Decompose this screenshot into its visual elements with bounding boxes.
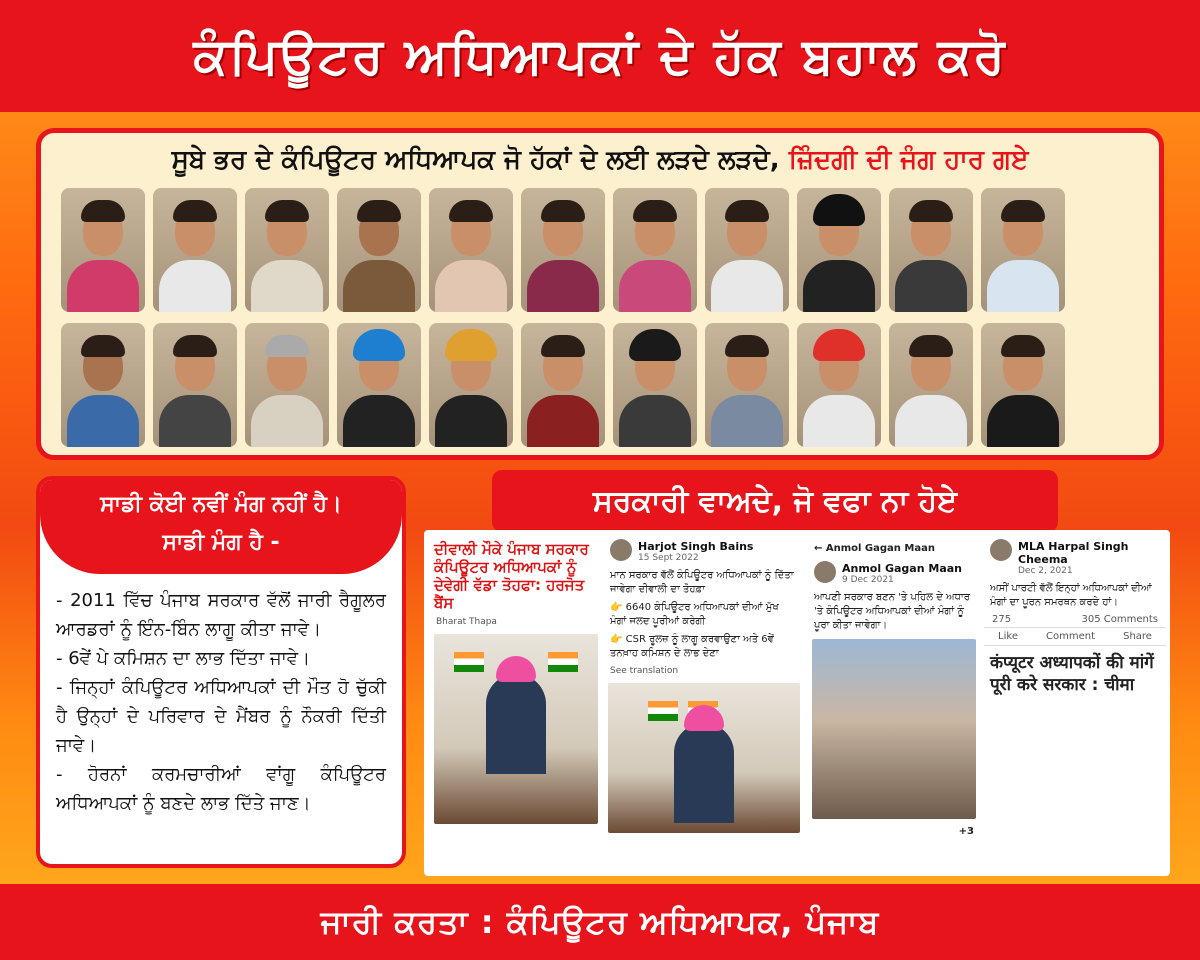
page-title: ਕੰਪਿਊਟਰ ਅਧਿਆਪਕਾਂ ਦੇ ਹੱਕ ਬਹਾਲ ਕਰੋ — [193, 26, 1007, 85]
portrait-photo — [61, 188, 145, 312]
portrait-photo — [613, 188, 697, 312]
tribute-title-red: ਜ਼ਿੰਦਗੀ ਦੀ ਜੰਗ ਹਾਰ ਗਏ — [788, 145, 1029, 175]
demand-item: - 6ਵੇਂ ਪੇ ਕਮਿਸ਼ਨ ਦਾ ਲਾਭ ਦਿੱਤਾ ਜਾਵੇ। — [56, 648, 311, 669]
more-photos-count[interactable]: +3 — [958, 826, 974, 837]
portrait-photo — [889, 188, 973, 312]
turban-icon — [496, 656, 536, 682]
demand-item: - 2011 ਵਿੱਚ ਪੰਜਾਬ ਸਰਕਾਰ ਵੱਲੋਂ ਜਾਰੀ ਰੈਗੂਲਰ ਆਰਡਰਾਂ ਨੂੰ ਇੰਨ-ਬਿੰਨ ਲਾਗੂ ਕੀਤਾ ਜਾਵੇ। — [56, 590, 386, 640]
newspaper-body — [984, 702, 1166, 852]
portrait-photo — [337, 323, 421, 447]
portrait-photo — [429, 323, 513, 447]
promises-banner — [492, 470, 1058, 532]
news-author: Bharat Thapa — [436, 617, 497, 627]
post-header — [808, 538, 980, 560]
back-arrow-icon[interactable]: ← — [814, 543, 823, 554]
portrait-photo — [245, 188, 329, 312]
india-flag-icon — [548, 652, 578, 672]
demands-heading-line-1: ਸਾਡੀ ਕੋਈ ਨਵੀਂ ਮੰਗ ਨਹੀਂ ਹੈ। — [100, 492, 342, 517]
post-header-name: Anmol Gagan Maan — [825, 543, 935, 554]
portrait-photo — [797, 323, 881, 447]
tribute-title — [41, 145, 1159, 176]
portrait-photo — [245, 323, 329, 447]
footer-text: ਜਾਰੀ ਕਰਤਾ : ਕੰਪਿਊਟਰ ਅਧਿਆਪਕ, ਪੰਜਾਬ — [320, 902, 880, 941]
news-photo — [434, 634, 598, 824]
portrait-photo — [61, 323, 145, 447]
top-banner — [0, 0, 1200, 112]
portrait-photo — [153, 323, 237, 447]
post-author: Anmol Gagan Maan — [808, 560, 980, 575]
portrait-photo — [705, 323, 789, 447]
reaction-bar — [984, 612, 1166, 628]
portrait-photo — [429, 188, 513, 312]
facebook-post-cheema — [984, 538, 1166, 870]
news-headline: ਦੀਵਾਲੀ ਮੌਕੇ ਪੰਜਾਬ ਸਰਕਾਰ ਕੰਪਿਊਟਰ ਅਧਿਆਪਕਾਂ ਨੂੰ ਦੇਵੇਗੀ ਵੱਡਾ ਤੋਹਫਾ: ਹਰਜੋਤ ਬੈਂਸ — [434, 540, 589, 612]
portrait-photo — [981, 323, 1065, 447]
post-photo — [608, 683, 800, 833]
promises-collage — [424, 530, 1170, 876]
tribute-title-black: ਸੂਬੇ ਭਰ ਦੇ ਕੰਪਿਊਟਰ ਅਧਿਆਪਕ ਜੋ ਹੱਕਾਂ ਦੇ ਲਈ ਲੜਦੇ ਲੜਦੇ, — [171, 145, 780, 175]
portrait-photo — [889, 323, 973, 447]
demands-heading — [40, 480, 402, 574]
portrait-photo — [797, 188, 881, 312]
post-text: ਆਪਣੀ ਸਰਕਾਰ ਬਣਨ 'ਤੇ ਪਹਿਲ ਦੇ ਅਧਾਰ 'ਤੇ ਕੰਪਿਊਟਰ ਅਧਿਆਪਕਾਂ ਦੀਆਂ ਮੰਗਾਂ ਨੂੰ ਪੂਰਾ ਕੀਤਾ ਜਾਵੇਗਾ। — [814, 592, 970, 631]
news-clipping-1 — [430, 538, 602, 870]
minister-figure — [674, 723, 734, 823]
post-text: ਮਾਨ ਸਰਕਾਰ ਵੱਲੋਂ ਕੰਪਿਊਟਰ ਅਧਿਆਪਕਾਂ ਨੂੰ ਦਿੱਤਾ ਜਾਵੇਗਾ ਦੀਵਾਲੀ ਦਾ ਤੋਹਫ਼ਾ — [610, 570, 794, 595]
portrait-photo — [521, 323, 605, 447]
post-date: 9 Dec 2021 — [842, 575, 894, 585]
post-author: Harjot Singh Bains — [604, 538, 804, 553]
post-actions — [984, 628, 1166, 646]
demand-item: - ਹੋਰਨਾਂ ਕਰਮਚਾਰੀਆਂ ਵਾਂਗੂ ਕੰਪਿਊਟਰ ਅਧਿਆਪਕਾਂ ਨੂੰ ਬਣਦੇ ਲਾਭ ਦਿੱਤੇ ਜਾਣ। — [56, 764, 386, 814]
post-text: 👉 CSR ਰੂਲਜ਼ ਨੂੰ ਲਾਗੂ ਕਰਵਾਉਣਾ ਅਤੇ 6ਵੇਂ ਤਨਖ਼ਾਹ ਕਮਿਸ਼ਨ ਦੇ ਲਾਭ ਦੇਣਾ — [610, 634, 774, 659]
post-text: 👉 6640 ਕੰਪਿਊਟਰ ਅਧਿਆਪਕਾਂ ਦੀਆਂ ਮੁੱਖ ਮੰਗਾਂ ਜਲਦ ਪੂਰੀਆਂ ਕਰੇਗੀ — [610, 602, 779, 627]
newspaper-headline: कंप्यूटर अध्यापकों की मांगें पूरी करे सरकार : चीमा — [990, 653, 1154, 695]
footer-banner — [0, 884, 1200, 960]
protest-photo — [812, 639, 976, 819]
turban-icon — [684, 705, 724, 731]
portrait-photo — [153, 188, 237, 312]
portrait-photo — [981, 188, 1065, 312]
comments-count: 305 Comments — [1081, 614, 1158, 625]
india-flag-icon — [648, 701, 678, 721]
demands-list — [40, 574, 402, 818]
demand-item: - ਜਿਨ੍ਹਾਂ ਕੰਪਿਊਟਰ ਅਧਿਆਪਕਾਂ ਦੀ ਮੌਤ ਹੋ ਚੁੱਕੀ ਹੈ ਉਨ੍ਹਾਂ ਦੇ ਪਰਿਵਾਰ ਦੇ ਮੈਂਬਰ ਨੂੰ ਨੌਕਰੀ ਦਿੱਤੀ ਜਾਵੇ। — [56, 677, 386, 756]
likes-count: 275 — [992, 614, 1012, 625]
post-text: ਅਸੀਂ ਪਾਰਟੀ ਵੱਲੋਂ ਇਨ੍ਹਾਂ ਅਧਿਆਪਕਾਂ ਦੀਆਂ ਮੰਗਾਂ ਦਾ ਪੂਰਨ ਸਮਰਥਨ ਕਰਦੇ ਹਾਂ। — [990, 583, 1152, 608]
tribute-panel — [36, 128, 1164, 460]
photo-row-2 — [61, 323, 1065, 447]
demands-panel — [36, 476, 406, 868]
comment-button[interactable]: Comment — [1046, 631, 1096, 642]
post-date: Dec 2, 2021 — [1018, 566, 1073, 576]
like-button[interactable]: Like — [998, 631, 1018, 642]
minister-figure — [486, 674, 546, 774]
photo-row-1 — [61, 188, 1065, 312]
portrait-photo — [521, 188, 605, 312]
facebook-post-harjot — [604, 538, 804, 870]
share-button[interactable]: Share — [1123, 631, 1152, 642]
post-author: MLA Harpal Singh Cheema — [984, 538, 1166, 566]
portrait-photo — [705, 188, 789, 312]
portrait-photo — [613, 323, 697, 447]
demands-heading-line-2: ਸਾਡੀ ਮੰਗ ਹੈ - — [162, 530, 280, 555]
post-date: 15 Sept 2022 — [638, 553, 699, 563]
india-flag-icon — [454, 652, 484, 672]
facebook-post-anmol — [808, 538, 980, 870]
promises-title: ਸਰਕਾਰੀ ਵਾਅਦੇ, ਜੋ ਵਫਾ ਨਾ ਹੋਏ — [592, 483, 958, 519]
see-translation-link[interactable]: See translation — [610, 666, 679, 676]
portrait-photo — [337, 188, 421, 312]
